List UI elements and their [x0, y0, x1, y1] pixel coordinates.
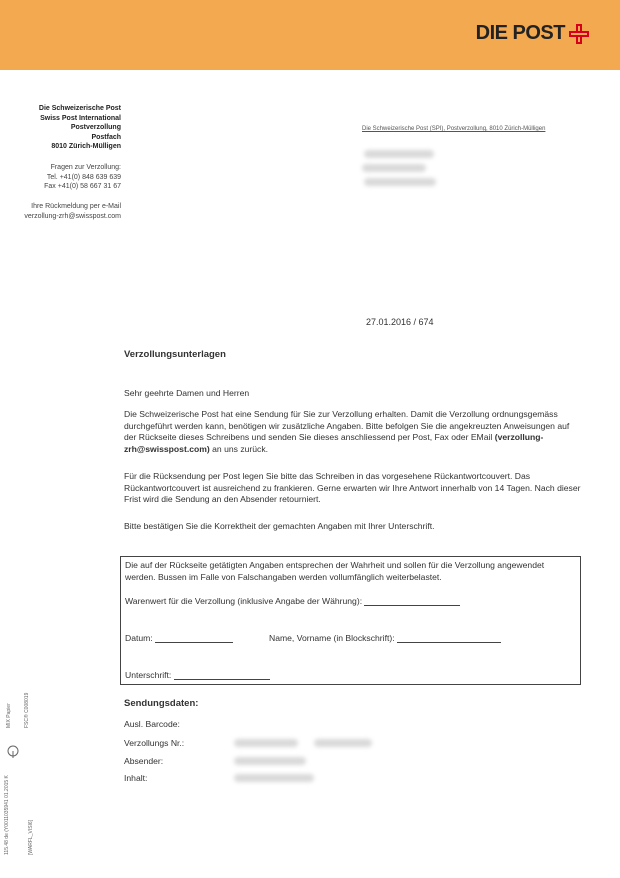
- date-field[interactable]: [125, 633, 233, 643]
- goods-value-field[interactable]: [125, 596, 460, 606]
- contact-line: Fragen zur Verzollung:: [50, 164, 121, 171]
- paragraph-3: Bitte bestätigen Sie die Korrektheit der gemachten Angaben mit Ihrer Unterschrift.: [124, 521, 435, 531]
- barcode-label: Ausl. Barcode:: [124, 719, 180, 729]
- sender-line: Postverzollung: [70, 124, 121, 131]
- swiss-cross-icon: [568, 23, 590, 45]
- fsc-text: FSC® C008019: [24, 692, 30, 728]
- redacted-recipient: [364, 178, 436, 186]
- paragraph-1-text: Die Schweizerische Post hat eine Sendung für Sie zur Verzollung erhalten. Damit die Verzollung ordnungsgemäss durchgeführt werden kann, benötigen wir zusätzliche Angaben. Bitte befolgen Sie die angekreuzten Anweisungen auf der Rückseite dieses Schreibens und senden Sie dieses anschliessend per Post, Fax oder EMail: [124, 409, 570, 442]
- sender-line: Postfach: [91, 133, 121, 141]
- declaration-box: [120, 556, 581, 685]
- date-line[interactable]: [155, 633, 233, 643]
- redacted-content: [234, 774, 314, 782]
- mix-text: MIX Papier: [6, 703, 12, 728]
- redacted-number: [314, 739, 372, 747]
- margin-ref: [WARFL_VISI6]: [28, 819, 34, 855]
- reply-line: Ihre Rückmeldung per e-Mail: [31, 203, 121, 210]
- contact-line: Tel. +41(0) 848 639 639: [46, 173, 121, 181]
- declaration-text: Die auf der Rückseite getätigten Angaben entsprechen der Wahrheit und sollen für die Verzollung angewendet werden. Bussen im Falle von Falschangaben werden vollumfänglich weiterbelastet.: [125, 560, 545, 582]
- sender-line: Swiss Post International: [40, 114, 121, 122]
- post-logo: [476, 22, 590, 45]
- shipment-title: Sendungsdaten:: [124, 698, 199, 709]
- paragraph-2: Für die Rücksendung per Post legen Sie bitte das Schreiben in das vorgesehene Rückantwortcouvert. Das Rückantwortcouvert ist ausreichend zu frankieren. Gerne erwarten wir Ihre Antwort innerhalb von 14 Tagen. Nach dieser Frist wird die Sendung an den Absender retourniert.: [124, 471, 581, 504]
- logo-text: DIE POST: [475, 22, 565, 44]
- signature-field[interactable]: [125, 670, 270, 680]
- sender-label: Absender:: [124, 756, 164, 766]
- reference-date: 27.01.2016 / 674: [366, 317, 434, 327]
- redacted-sender: [234, 757, 306, 765]
- reply-info: [0, 202, 121, 221]
- paragraph-1-end: an uns zurück.: [209, 443, 269, 454]
- signature-label: Unterschrift:: [125, 670, 172, 680]
- redacted-number: [234, 739, 298, 747]
- redacted-recipient: [364, 150, 434, 158]
- goods-value-label: Warenwert für die Verzollung (inklusive Angabe der Währung):: [125, 596, 363, 606]
- sender-line: Die Schweizerische Post: [38, 105, 121, 112]
- sender-address: [0, 104, 121, 152]
- goods-value-line[interactable]: [364, 596, 460, 606]
- contact-line: Fax +41(0) 58 667 31 67: [44, 183, 121, 190]
- number-label: Verzollungs Nr.:: [124, 738, 185, 748]
- signature-line[interactable]: [174, 670, 270, 680]
- reply-email: verzollung-zrh@swisspost.com: [24, 212, 121, 220]
- margin-code: 115.48 de (Y0011035941 01.2015 K: [4, 775, 10, 855]
- name-field[interactable]: [269, 633, 501, 643]
- email-link[interactable]: (verzollung-zrh@swisspost.com): [124, 432, 544, 454]
- fsc-tree-icon: [6, 745, 20, 759]
- return-address: Die Schweizerische Post (SPI), Postverzollung, 8010 Zürich-Mülligen: [362, 126, 546, 132]
- name-line[interactable]: [397, 633, 501, 643]
- letter-title: Verzollungsunterlagen: [124, 349, 226, 360]
- name-label: Name, Vorname (in Blockschrift):: [269, 633, 395, 643]
- content-label: Inhalt:: [124, 773, 148, 783]
- contact-info: [0, 163, 121, 192]
- sender-line: 8010 Zürich-Mülligen: [51, 143, 121, 150]
- date-label: Datum:: [125, 633, 153, 643]
- redacted-recipient: [362, 164, 426, 172]
- greeting: Sehr geehrte Damen und Herren: [124, 388, 250, 398]
- paragraph-1: [124, 409, 584, 455]
